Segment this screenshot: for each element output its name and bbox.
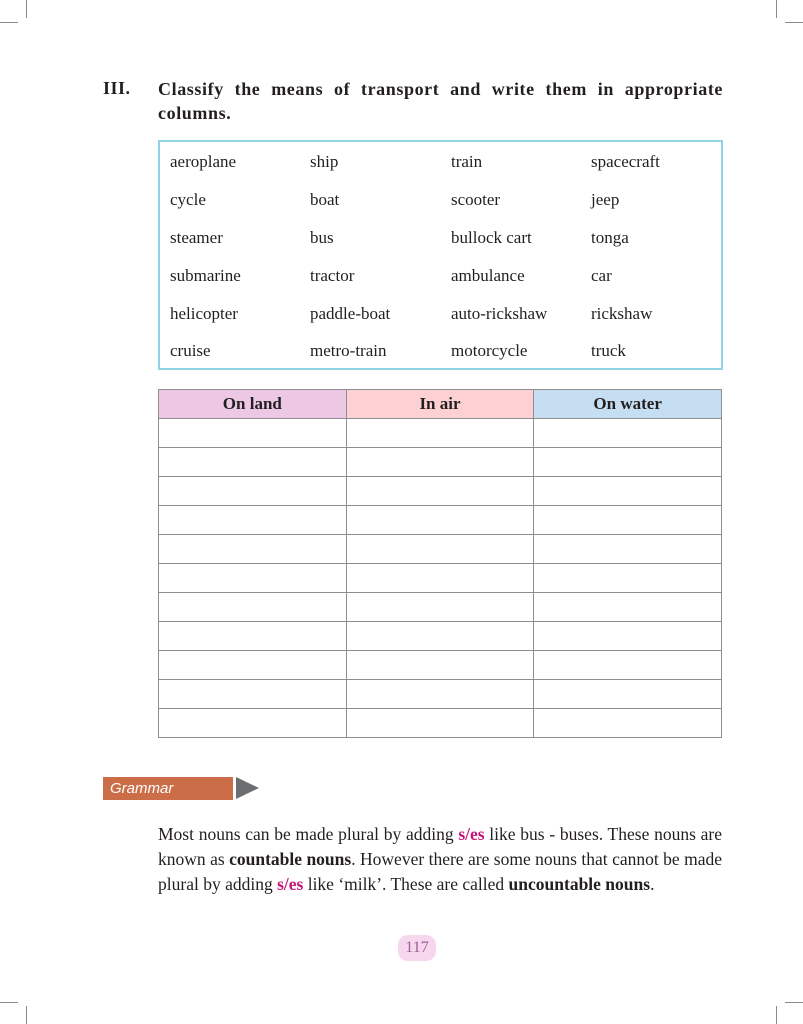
transport-word: car	[591, 266, 612, 285]
transport-word: ambulance	[451, 266, 525, 285]
table-row	[159, 535, 722, 564]
question-number: III.	[103, 78, 131, 98]
word-box	[158, 140, 723, 370]
blank-cell[interactable]	[159, 477, 347, 506]
crop-mark	[0, 1002, 18, 1003]
header-on-water: On water	[534, 390, 722, 419]
crop-mark	[26, 0, 27, 18]
blank-cell[interactable]	[346, 506, 534, 535]
blank-cell[interactable]	[534, 448, 722, 477]
term-uncountable-nouns: uncountable nouns	[508, 874, 651, 894]
blank-cell[interactable]	[159, 709, 347, 738]
table-row	[159, 651, 722, 680]
highlight-suffix: s/es	[277, 874, 304, 894]
crop-mark	[26, 1006, 27, 1024]
blank-cell[interactable]	[534, 651, 722, 680]
transport-word: scooter	[451, 190, 501, 209]
table-row	[159, 419, 722, 448]
blank-cell[interactable]	[346, 564, 534, 593]
transport-word: helicopter	[170, 304, 238, 323]
blank-cell[interactable]	[534, 622, 722, 651]
blank-cell[interactable]	[346, 419, 534, 448]
table-row	[159, 506, 722, 535]
transport-word: tractor	[310, 266, 355, 285]
question-text: Classify the means of transport and write them in appropriate columns.	[158, 79, 723, 123]
transport-word: bullock cart	[451, 228, 532, 247]
transport-word: motorcycle	[451, 341, 528, 360]
transport-word: tonga	[591, 228, 629, 247]
transport-word: submarine	[170, 266, 241, 285]
blank-cell[interactable]	[346, 535, 534, 564]
term-countable-nouns: countable nouns	[229, 849, 352, 869]
highlight-suffix: s/es	[458, 824, 485, 844]
blank-cell[interactable]	[159, 535, 347, 564]
blank-cell[interactable]	[534, 477, 722, 506]
transport-word: rickshaw	[591, 304, 653, 323]
blank-cell[interactable]	[534, 535, 722, 564]
transport-word: cruise	[170, 341, 211, 360]
transport-word: aeroplane	[170, 152, 237, 171]
blank-cell[interactable]	[159, 419, 347, 448]
transport-word: auto-rickshaw	[451, 304, 548, 323]
transport-word: paddle-boat	[310, 304, 391, 323]
transport-word: spacecraft	[591, 152, 660, 171]
transport-word: ship	[310, 152, 339, 171]
blank-cell[interactable]	[346, 622, 534, 651]
blank-cell[interactable]	[534, 709, 722, 738]
blank-cell[interactable]	[159, 506, 347, 535]
grammar-tag: Grammar	[103, 777, 233, 800]
crop-mark	[0, 22, 18, 23]
blank-cell[interactable]	[346, 477, 534, 506]
table-row	[159, 680, 722, 709]
blank-cell[interactable]	[346, 593, 534, 622]
blank-cell[interactable]	[534, 419, 722, 448]
blank-cell[interactable]	[159, 680, 347, 709]
blank-cell[interactable]	[534, 593, 722, 622]
classification-table	[158, 389, 722, 738]
transport-word: jeep	[591, 190, 620, 209]
table-row	[159, 477, 722, 506]
table-body	[159, 419, 722, 738]
blank-cell[interactable]	[534, 680, 722, 709]
blank-cell[interactable]	[159, 651, 347, 680]
page-number: 117	[398, 935, 436, 961]
blank-cell[interactable]	[346, 680, 534, 709]
blank-cell[interactable]	[159, 564, 347, 593]
blank-cell[interactable]	[534, 506, 722, 535]
transport-word: cycle	[170, 190, 206, 209]
play-arrow-icon	[236, 777, 259, 799]
transport-word: boat	[310, 190, 340, 209]
transport-word: metro-train	[310, 341, 387, 360]
transport-word: truck	[591, 341, 626, 360]
blank-cell[interactable]	[159, 593, 347, 622]
header-on-land: On land	[159, 390, 347, 419]
crop-mark	[776, 0, 777, 18]
transport-word: bus	[310, 228, 334, 247]
crop-mark	[785, 1002, 803, 1003]
blank-cell[interactable]	[159, 448, 347, 477]
table-row	[159, 593, 722, 622]
table-row	[159, 622, 722, 651]
blank-cell[interactable]	[159, 622, 347, 651]
crop-mark	[785, 22, 803, 23]
blank-cell[interactable]	[346, 709, 534, 738]
blank-cell[interactable]	[346, 651, 534, 680]
crop-mark	[776, 1006, 777, 1024]
table-row	[159, 564, 722, 593]
header-in-air: In air	[346, 390, 534, 419]
table-row	[159, 448, 722, 477]
table-row	[159, 709, 722, 738]
blank-cell[interactable]	[534, 564, 722, 593]
grammar-paragraph: Most nouns can be made plural by adding s/es like bus - buses. These nouns are known as countable nouns. However there are some nouns that cannot be made plural by adding s/es like ‘milk’. These are called uncountable nouns.	[158, 824, 723, 894]
transport-word: steamer	[170, 228, 223, 247]
transport-word: train	[451, 152, 483, 171]
blank-cell[interactable]	[346, 448, 534, 477]
